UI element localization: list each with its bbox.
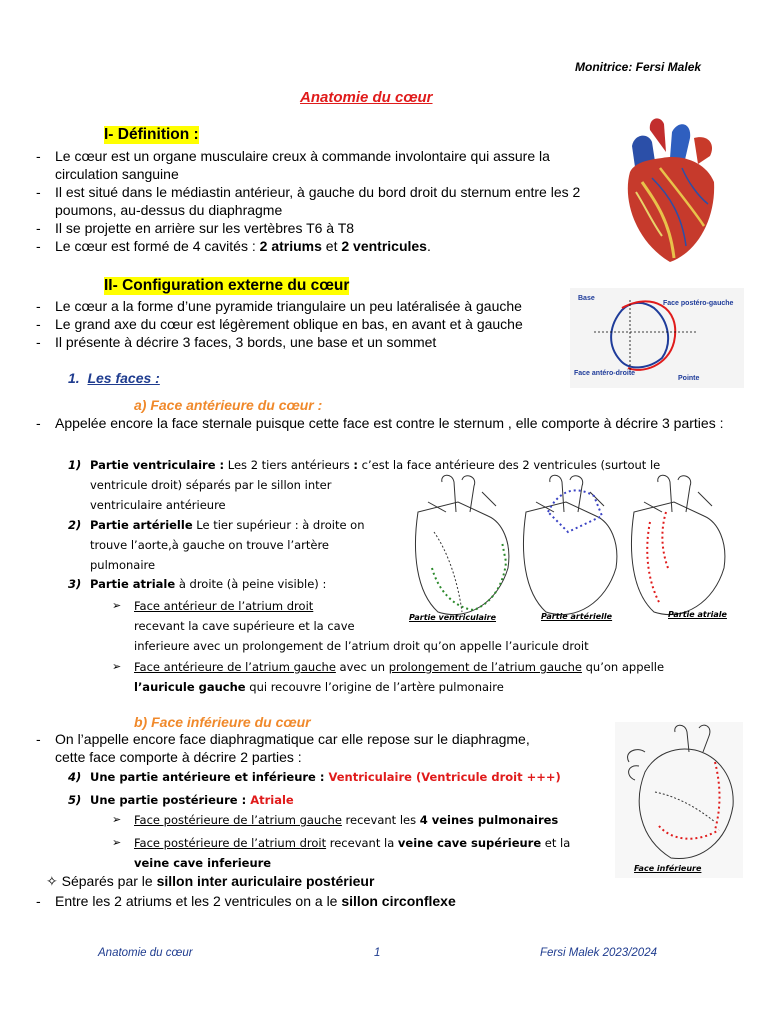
atrial-subitem-right: ➢ Face antérieur de l’atrium droit recevant la cave supérieure et la cave inferieure avec un prolongement de l’atrium droit qu’on appelle l’auricule droit — [112, 596, 672, 656]
anterior-face-figure — [398, 472, 734, 632]
inferior-face-figure — [615, 722, 743, 878]
configuration-list — [30, 297, 570, 351]
arrow-icon: ➢ — [112, 836, 122, 849]
part-arterial: 2) Partie artérielle Le tier supérieur : à droite on trouve l’aorte,à gauche on trouve l’artère pulmonaire — [68, 518, 365, 572]
caption-ventricular: Partie ventriculaire — [409, 613, 497, 622]
face-inferior-intro-item: - On l’appelle encore face diaphragmatique car elle repose sur le diaphragme, cette face comporte à décrire 2 parties : — [30, 730, 590, 766]
definition-list — [30, 147, 590, 255]
definition-item: - Il se projette en arrière sur les vertèbres T6 à T8 — [30, 219, 590, 237]
diagram-label-face-ant: Face antéro-droite — [574, 370, 636, 377]
heart-orientation-diagram — [570, 288, 744, 388]
caption-inferior: Face inférieure — [634, 864, 702, 873]
closing-list — [30, 892, 630, 910]
monitor-label: Monitrice: Fersi Malek — [575, 60, 702, 74]
definition-item: - Le cœur est un organe musculaire creux à commande involontaire qui assure la circulation sanguine — [30, 147, 590, 183]
configuration-item: - Il présente à décrire 3 faces, 3 bords, une base et un sommet — [30, 333, 570, 351]
part-ventricular: 1) Partie ventriculaire : Les 2 tiers antérieurs : c’est la face antérieure des 2 ventricules (surtout le ventricule droit) séparés par le sillon inter ventriculaire antérieure — [68, 458, 661, 512]
arrow-icon: ➢ — [112, 813, 122, 826]
caption-arterial: Partie artérielle — [541, 612, 613, 621]
footer-page-number: 1 — [374, 947, 381, 959]
face-anterior-heading: a) Face antérieure du cœur : — [134, 397, 323, 413]
star-icon: ✧ — [46, 873, 58, 889]
caption-atrial: Partie atriale — [668, 610, 727, 619]
face-inferior-intro — [30, 730, 590, 766]
section-definition-heading: I- Définition : — [104, 126, 199, 143]
closing-item: - Entre les 2 atriums et les 2 ventricules on a le sillon circonflexe — [30, 892, 630, 910]
face-inferior-heading: b) Face inférieure du cœur — [134, 714, 311, 730]
configuration-item: - Le cœur a la forme d’une pyramide triangulaire un peu latéralisée à gauche — [30, 297, 570, 315]
atrial-subitem-left: ➢ Face antérieure de l’atrium gauche avec un prolongement de l’atrium gauche qu’on appelle l’auricule gauche qui recouvre l’origine de l’artère pulmonaire — [112, 657, 712, 697]
diagram-label-base: Base — [578, 295, 595, 302]
inferior-subitem-left-atrium: ➢ Face postérieure de l’atrium gauche recevant les 4 veines pulmonaires — [112, 810, 592, 830]
page-title: Anatomie du cœur — [300, 89, 433, 106]
arrow-icon: ➢ — [112, 599, 122, 612]
definition-item: - Il est situé dans le médiastin antérieur, à gauche du bord droit du sternum entre les 2 poumons, au-dessus du diaphragme — [30, 183, 590, 219]
part-atrial: 3) Partie atriale à droite (à peine visible) : — [68, 577, 327, 591]
inferior-subitem-right-atrium: ➢ Face postérieure de l’atrium droit recevant la veine cave supérieure et la veine cave inferieure — [112, 833, 592, 873]
definition-item: - Le cœur est formé de 4 cavités : 2 atriums et 2 ventricules. — [30, 237, 590, 255]
diagram-label-pointe: Pointe — [678, 375, 700, 382]
faces-subheading: 1. Les faces : — [68, 370, 160, 386]
configuration-item: - Le grand axe du cœur est légèrement oblique en bas, en avant et à gauche — [30, 315, 570, 333]
heart-illustration — [612, 112, 722, 268]
diagram-label-face-post: Face postéro-gauche — [663, 300, 734, 307]
inferior-part-ventricular: 4) Une partie antérieure et inférieure : Ventriculaire (Ventricule droit +++) — [68, 770, 561, 784]
inferior-part-atrial: 5) Une partie postérieure : Atriale — [68, 793, 294, 807]
separator-line: ✧ Séparés par le sillon inter auriculaire postérieur — [46, 873, 375, 889]
face-anterior-intro — [30, 414, 730, 432]
footer-right: Fersi Malek 2023/2024 — [540, 947, 657, 959]
face-anterior-intro-item: - Appelée encore la face sternale puisque cette face est contre le sternum , elle comporte à décrire 3 parties : — [30, 414, 730, 432]
footer-left: Anatomie du cœur — [98, 947, 193, 959]
arrow-icon: ➢ — [112, 660, 122, 673]
section-configuration-heading: II- Configuration externe du cœur — [104, 277, 350, 294]
